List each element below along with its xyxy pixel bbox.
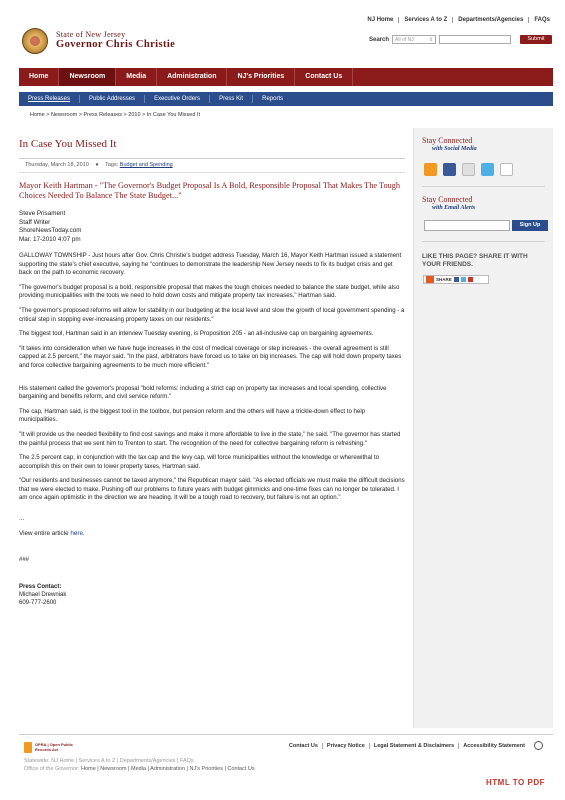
search-scope-value: All of NJ bbox=[395, 36, 414, 43]
facebook-icon bbox=[454, 277, 459, 282]
footer-statewide bbox=[24, 758, 194, 764]
opra-logo-text: OPRA | Open Public Records Act bbox=[34, 742, 74, 752]
article-meta bbox=[19, 159, 405, 168]
statewide-links[interactable]: NJ Home | Services A to Z | Departments/Agencies | FAQs bbox=[51, 758, 194, 764]
article-paragraph: "The governor's budget proposal is a bold, responsible proposal that makes the tough choices needed to balance the state budget, while also providing municipalities with the tools we need to hold down costs and mitigate property tax increases," Hartman said. bbox=[19, 283, 400, 300]
stay-connected-email-title: Stay Connected bbox=[422, 195, 473, 204]
sign-up-button[interactable]: Sign Up bbox=[512, 220, 548, 231]
governor-name[interactable]: Governor Chris Christie bbox=[56, 39, 176, 50]
stay-connected-title: Stay Connected bbox=[422, 136, 473, 145]
article-paragraph: The biggest tool, Hartman said in an interview Tuesday evening, is Proposition 205 - an all-inclusive cap on bargaining agreements. bbox=[19, 330, 374, 338]
article-date: Thursday, March 18, 2010 bbox=[25, 162, 89, 168]
email-field[interactable] bbox=[424, 220, 510, 231]
subnav-press-kit[interactable]: Press Kit bbox=[210, 95, 253, 103]
ellipsis: ... bbox=[19, 515, 25, 523]
subnav-executive-orders[interactable]: Executive Orders bbox=[145, 95, 210, 103]
footer-contact-link[interactable]: Contact Us bbox=[288, 742, 318, 749]
share-button[interactable] bbox=[423, 275, 489, 284]
nav-newsroom[interactable]: Newsroom bbox=[59, 68, 116, 86]
byline bbox=[19, 201, 405, 244]
email-icon bbox=[468, 277, 473, 282]
top-link-services[interactable]: Services A to Z bbox=[398, 17, 452, 23]
article-paragraph: His statement called the governor's proposal "bold reforms: including a strict cap on property tax increases and local spending, collective bargaining and benefits reform, and civil service reform." bbox=[19, 384, 387, 401]
article-paragraph: The cap, Hartman said, is the biggest tool in the toolbox, but pension reform and the others will have a trickle-down effect to help municipalities. bbox=[19, 407, 366, 424]
accessibility-icon[interactable] bbox=[534, 741, 543, 750]
tag-link[interactable]: Budget and Spending bbox=[119, 162, 173, 168]
nav-media[interactable]: Media bbox=[116, 68, 157, 86]
subnav-public-addresses[interactable]: Public Addresses bbox=[80, 95, 145, 103]
opra-logo[interactable] bbox=[24, 741, 80, 754]
site-header bbox=[22, 24, 552, 64]
facebook-icon[interactable] bbox=[443, 163, 456, 176]
email-alerts-subtitle: with Email Alerts bbox=[432, 205, 476, 211]
article-paragraph: "Our residents and businesses cannot be taxed anymore," the Republican mayor said. "As elected officials we must make the difficult decisions that we were elected to make. Pushing off our problems to future years with budget gimmicks and one-time fixes can no longer be tolerated. I am once again optimistic in the direction we are heading. It will be a tough road to recovery, but failure is not an option." bbox=[19, 477, 405, 502]
bullet-icon: ● bbox=[95, 162, 99, 168]
nav-home[interactable]: Home bbox=[19, 68, 59, 86]
nav-contact[interactable]: Contact Us bbox=[295, 68, 353, 86]
top-link-nj-home[interactable]: NJ Home bbox=[367, 17, 394, 23]
article-paragraph: "The governor's proposed reforms will allow for stability in our budgeting at the local level and slow the growth of local government spending - a critical step in stopping ever-increasing property taxes on our residents." bbox=[19, 306, 405, 323]
office-label: Office of the Governor: bbox=[24, 766, 80, 772]
top-utility-links bbox=[362, 17, 555, 23]
article-paragraph: "It will provide us the needed flexibility to find cost savings and make it more affordable to live in the state," he said. "The governor has started the painful process that we sent him to Trenton to start. The recognition of the need for collective bargaining reform is refreshing." bbox=[19, 430, 401, 447]
page-title: In Case You Missed It bbox=[19, 138, 117, 150]
share-page-title: LIKE THIS PAGE? SHARE IT WITH YOUR FRIENDS. bbox=[422, 253, 528, 268]
nav-administration[interactable]: Administration bbox=[157, 68, 227, 86]
contact-label: Press Contact: bbox=[19, 584, 62, 591]
search-submit-button[interactable]: Submit bbox=[520, 35, 552, 44]
sidebar bbox=[413, 128, 553, 728]
twitter-icon bbox=[461, 277, 466, 282]
nav-priorities[interactable]: NJ's Priorities bbox=[227, 68, 295, 86]
byline-source: ShoreNewsToday.com bbox=[19, 227, 82, 234]
search-scope-select[interactable] bbox=[392, 35, 436, 44]
search-input[interactable] bbox=[439, 35, 511, 44]
youtube-icon[interactable] bbox=[462, 163, 475, 176]
subnav-press-releases[interactable]: Press Releases bbox=[19, 95, 80, 103]
view-article-period: . bbox=[82, 530, 85, 538]
top-link-departments[interactable]: Departments/Agencies bbox=[452, 17, 528, 23]
statewide-label: Statewide: bbox=[24, 758, 50, 764]
view-article-link[interactable]: here bbox=[70, 530, 83, 538]
footer-office bbox=[24, 766, 255, 772]
share-label: SHARE bbox=[436, 277, 452, 282]
press-contact bbox=[19, 583, 405, 607]
contact-name: Michael Drewniak bbox=[19, 592, 67, 599]
breadcrumb[interactable]: Home > Newsroom > Press Releases > 2010 > In Case You Missed It bbox=[30, 112, 200, 118]
social-media-subtitle: with Social Media bbox=[432, 146, 477, 152]
search-area bbox=[369, 35, 552, 44]
tags-label: Tags: bbox=[105, 162, 119, 168]
article-paragraph: GALLOWAY TOWNSHIP - Just hours after Gov. Chris Christie's budget address Tuesday, March 16, Mayor Keith Hartman issued a statement supporting the state's chief executive, saying he "continues to demonstrate the leadership New Jersey needs to fix its budget crisis and get back on the path to economic recovery. bbox=[19, 252, 402, 277]
html-to-pdf-badge: HTML TO PDF bbox=[486, 778, 545, 787]
rss-icon[interactable] bbox=[424, 163, 437, 176]
article-paragraph: The 2.5 percent cap, in conjunction with the tax cap and the levy cap, will force municipalities without the knowledge or wherewithal to accomplish this on their own to lower property taxes, Hartman said. bbox=[19, 454, 380, 470]
article-paragraph: "It takes into consideration when we have huge increases in the cost of medical coverage or step increases - the overall agreement is still capped at 2.5 percent," the mayor said. "In the past, arbitrators have forced us to take on big increases. The cap will hold down property taxes and force collective bargaining agreements to be much more efficient." bbox=[19, 344, 402, 369]
share-icon bbox=[426, 276, 434, 283]
footer-links bbox=[285, 741, 543, 750]
end-marker: ### bbox=[19, 557, 30, 564]
footer-accessibility-link[interactable]: Accessibility Statement bbox=[458, 743, 529, 749]
chevron-updown-icon: ⇕ bbox=[428, 36, 433, 43]
social-icons bbox=[414, 152, 553, 176]
search-label: Search bbox=[368, 36, 389, 43]
main-content bbox=[19, 128, 405, 728]
footer-legal-link[interactable]: Legal Statement & Disclaimers bbox=[369, 743, 458, 749]
subnav-reports[interactable]: Reports bbox=[262, 96, 284, 102]
state-name: State of New Jersey bbox=[56, 30, 126, 39]
state-seal-icon[interactable] bbox=[22, 28, 48, 54]
footer-privacy-link[interactable]: Privacy Notice bbox=[322, 743, 369, 749]
view-article-line bbox=[19, 530, 405, 537]
top-link-faqs[interactable]: FAQs bbox=[528, 17, 555, 23]
social-network-icon[interactable] bbox=[500, 163, 513, 176]
opra-icon bbox=[24, 742, 32, 753]
twitter-icon[interactable] bbox=[481, 163, 494, 176]
byline-date: Mar. 17-2010 4:07 pm bbox=[19, 235, 81, 243]
main-nav bbox=[19, 68, 553, 86]
view-article-text: View entire article bbox=[19, 530, 69, 538]
email-signup-row bbox=[414, 211, 553, 231]
office-links[interactable]: Home | Newsroom | Media | Administration | NJ's Priorities | Contact Us bbox=[81, 766, 255, 772]
byline-role: Staff Writer bbox=[19, 218, 51, 226]
byline-author: Steve Prisament bbox=[19, 210, 66, 217]
footer-divider bbox=[19, 734, 553, 735]
sub-nav bbox=[19, 92, 553, 106]
article-title: Mayor Keith Hartman - "The Governor's Budget Proposal Is A Bold, Responsible Proposal That Makes The Tough Choices Needed To Balance The State Budget..." bbox=[19, 181, 401, 200]
contact-phone: 609-777-2600 bbox=[19, 600, 57, 607]
